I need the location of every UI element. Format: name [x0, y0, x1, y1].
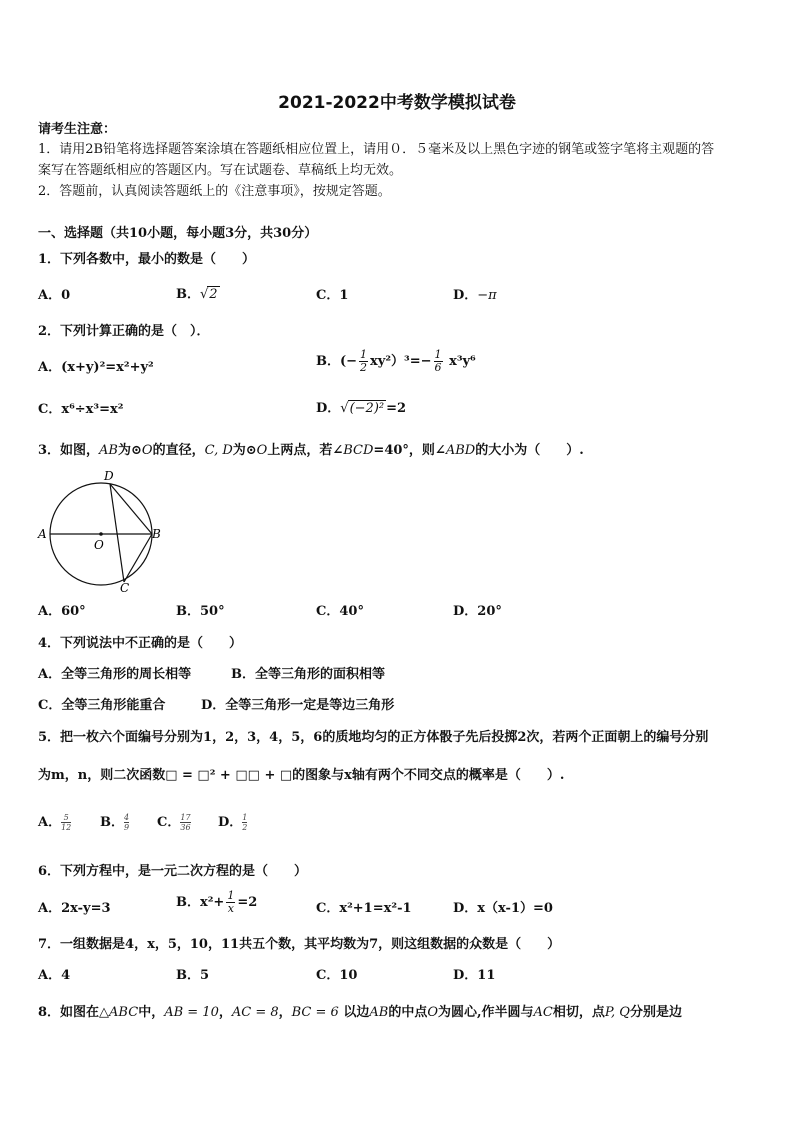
- q7-option-c: C．10: [316, 968, 358, 983]
- q3-option-a: A．60°: [38, 604, 86, 619]
- q3-option-d: D．20°: [453, 604, 502, 619]
- q3-option-c: C．40°: [316, 604, 364, 619]
- label-d: D: [104, 469, 114, 483]
- q6-option-a: A．2x-y=3: [38, 901, 111, 916]
- q7-option-a: A．4: [38, 968, 71, 983]
- notice-line-1b: 案写在答题纸相应的答题区内。写在试题卷、草稿纸上均无效。: [38, 163, 403, 178]
- q1-option-b: B．√2: [176, 287, 218, 302]
- q6-stem: 6．下列方程中，是一元二次方程的是（ ）: [38, 864, 308, 879]
- q7-option-d: D．11: [453, 968, 496, 983]
- q5-option-d: D． $\frac{1}{2}$: [218, 813, 248, 832]
- q1-option-c: C．1: [316, 288, 349, 303]
- label-c: C: [120, 581, 130, 595]
- q3-option-b: B．50°: [176, 604, 225, 619]
- q5-option-a: A． $\frac{5}{12}$: [38, 813, 72, 832]
- label-a: A: [38, 527, 47, 541]
- q4-stem: 4．下列说法中不正确的是（ ）: [38, 636, 243, 651]
- q6-option-c: C．x²+1=x²-1: [316, 901, 412, 916]
- circle-diagram: [34, 468, 170, 598]
- q4-option-b: B．全等三角形的面积相等: [231, 667, 385, 682]
- q5-line-2: 为m，n，则二次函数□ = □² + □□ + □的图象与x轴有两个不同交点的概率是（ ）.: [38, 768, 565, 783]
- q2-option-a: A．(x+y)²=x²+y²: [38, 360, 154, 375]
- notice-line-2: 2．答题前，认真阅读答题纸上的《注意事项》，按规定答题。: [38, 184, 391, 199]
- q2-option-d: D．√(−2)² =2: [316, 401, 407, 416]
- notice-heading: 请考生注意：: [38, 122, 117, 137]
- page-title: 2021-2022中考数学模拟试卷: [278, 93, 516, 113]
- q8-stem: 8．如图在△ABC中，AB = 10，AC = 8，BC = 6 以边AB的中点O为圆心,作半圆与AC相切，点P, Q分别是边: [38, 1005, 682, 1020]
- label-o: O: [94, 538, 104, 552]
- q2-option-b: B．(− $\frac{1}{2}$ xy²）³=− $\frac{1}{6}$ x³y⁶: [316, 348, 476, 374]
- q7-option-b: B．5: [176, 968, 210, 983]
- center-point: [99, 532, 103, 536]
- chord-cb: [124, 534, 152, 582]
- q2-option-c: C．x⁶÷x³=x²: [38, 402, 124, 417]
- q5-line-1: 5．把一枚六个面编号分别为1，2，3，4，5，6的质地均匀的正方体骰子先后投掷2次，若两个正面朝上的编号分别: [38, 730, 709, 745]
- q1-option-a: A．0: [38, 288, 71, 303]
- q4-option-c: C．全等三角形能重合: [38, 698, 166, 713]
- q3-stem: 3．如图，AB为⊙O的直径，C, D为⊙O上两点，若∠BCD=40°，则∠ABD的大小为（ ）.: [38, 443, 584, 458]
- q1-option-d: D．−π: [453, 288, 497, 303]
- notice-line-1a: 1．请用2B铅笔将选择题答案涂填在答题纸相应位置上，请用０．５毫米及以上黑色字迹的钢笔或签字笔将主观题的答: [38, 142, 715, 157]
- q6-option-d: D．x（x-1）=0: [453, 901, 553, 916]
- q5-option-b: B． $\frac{4}{9}$: [100, 813, 130, 832]
- section-heading: 一、选择题（共10小题，每小题3分，共30分）: [38, 226, 318, 241]
- q5-option-c: C． $\frac{17}{36}$: [157, 813, 191, 832]
- label-b: B: [152, 527, 161, 541]
- q2-stem: 2．下列计算正确的是（ ）．: [38, 324, 210, 339]
- q4-option-d: D．全等三角形一定是等边三角形: [201, 698, 395, 713]
- q6-option-b: B．x²+ $\frac{1}{x}$ =2: [176, 889, 258, 915]
- q7-stem: 7．一组数据是4，x，5，10，11共五个数，其平均数为7，则这组数据的众数是（ ）: [38, 937, 561, 952]
- q1-stem: 1．下列各数中，最小的数是（ ）: [38, 252, 256, 267]
- q4-option-a: A．全等三角形的周长相等: [38, 667, 192, 682]
